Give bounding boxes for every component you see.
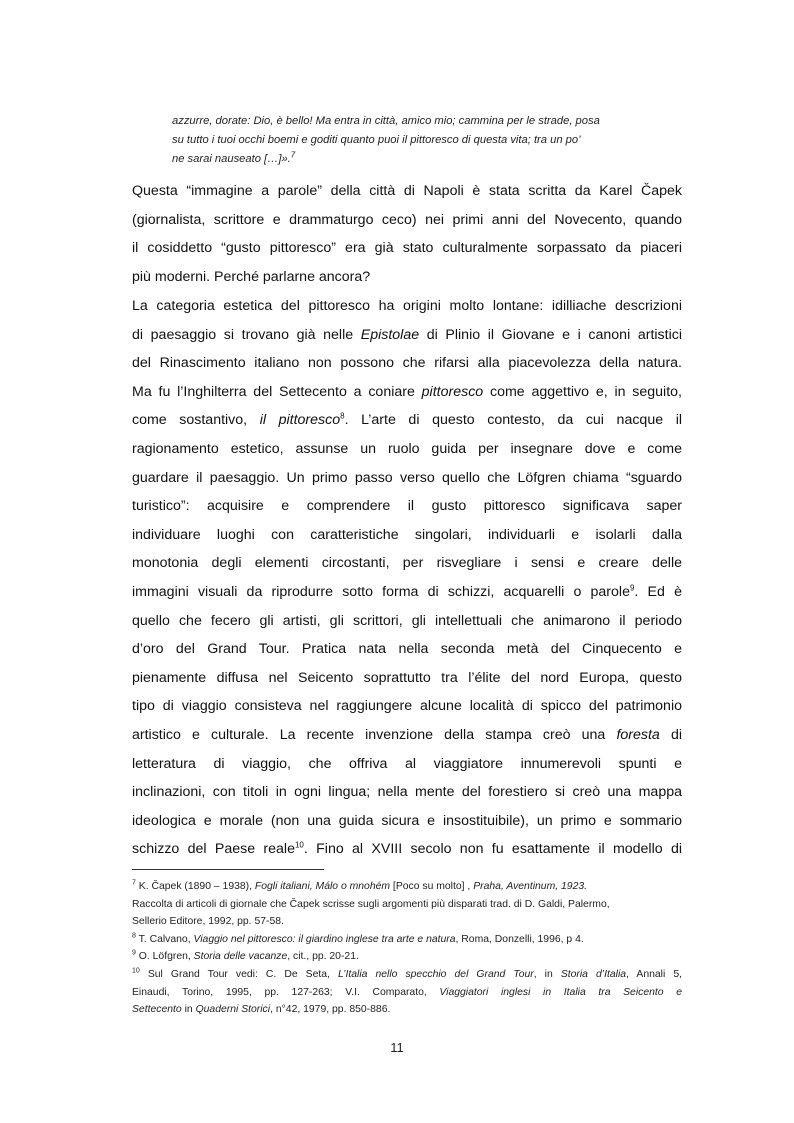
italic-term: pittoresco [421, 383, 484, 400]
text-line: quello che fecero gli artisti, gli scrittori, gli intellettuali che animarono il periodo [132, 612, 682, 629]
footnote-ref: 10 [294, 840, 304, 850]
text-line: immagini visuali da riprodurre sotto forma di schizzi, acquarelli o parole$^9$. Ed è [132, 583, 682, 600]
footnote-9: $^9$ O. Löfgren, Storia delle vacanze, cit., pp. 20-21. [132, 949, 359, 963]
block-quote [172, 112, 644, 169]
footnote-separator [132, 869, 324, 870]
footnote-number: 10 [132, 967, 140, 975]
text-line: di paesaggio si trovano già nelle Epistolae di Plinio il Giovane e i canoni artistici [132, 326, 682, 343]
page-number: 11 [390, 1040, 404, 1055]
text-line: schizzo del Paese reale$^{10}$. Fino al XVIII secolo non fu esattamente il modello di [132, 840, 682, 858]
text-line: più moderni. Perché parlarne ancora? [132, 268, 371, 285]
italic-term: il pittoresco [259, 412, 341, 429]
text-line: ideologica e morale (non una guida sicura e insostituibile), un primo e sommario [132, 812, 682, 829]
text-line: il cosiddetto “gusto pittoresco” era già stato culturalmente sorpassato da piaceri [132, 240, 682, 257]
text-line: turistico”: acquisire e comprendere il gusto pittoresco significava saper [132, 498, 682, 515]
text-line: del Rinascimento italiano non possono che rifarsi alla piacevolezza della natura. [132, 355, 682, 372]
footnote-7: $^7$ K. Čapek (1890 – 1938), Fogli italiani, Málo o mnohém [Poco su molto] , Praha, Aventinum, 1923. Raccolta di articoli di giornale che Čapek scrisse sugli argomenti più disparati trad. di D. Galdi, Palermo, Sellerio Editore, 1992, pp. 57-58. [132, 879, 610, 928]
text-line: La categoria estetica del pittoresco ha origini molto lontane: idilliache descrizioni [132, 298, 682, 314]
text-line: come sostantivo, il pittoresco$^8$. L’arte di questo contesto, da cui nacque il [132, 411, 682, 429]
footnote-ref: 9 [629, 583, 635, 593]
italic-term: Epistolae [360, 326, 420, 343]
paragraph-2 [132, 292, 682, 864]
text-line: letteratura di viaggio, che offriva al viaggiatore innumerevoli spunti e [132, 755, 682, 772]
footnote-number: 8 [132, 932, 136, 940]
text-line: (giornalista, scrittore e drammaturgo ceco) nei primi anni del Novecento, quando [132, 211, 682, 228]
text-line: inclinazioni, con titoli in ogni lingua; nella mente del forestiero si creò una mappa [132, 784, 682, 801]
footnote-10: $^{10}$ Sul Grand Tour vedi: C. De Seta, L’Italia nello specchio del Grand Tour, in Storia d’Italia, Annali 5, Einaudi, Torino, 1995, pp. 127-263; V.I. Comparato, Viaggiatori inglesi in Italia tra Seicento e Settecento in Quaderni Storici, n°42, 1979, pp. 850-886. [132, 967, 682, 1016]
footnote-ref: 8 [340, 411, 345, 421]
text-line: Ma fu l’Inghilterra del Settecento a coniare pittoresco come aggettivo e, in seguito, [132, 383, 682, 400]
quote-line: azzurre, dorate: Dio, è bello! Ma entra in città, amico mio; cammina per le strade, posa [172, 115, 600, 127]
quote-line: su tutto i tuoi occhi boemi e goditi quanto puoi il pittoresco di questa vita; tra un po’ [172, 134, 581, 146]
footnote-ref: 7 [290, 150, 296, 160]
text-line: guardare il paesaggio. Un primo passo verso quello che Löfgren chiama “sguardo [132, 469, 682, 486]
footnote-number: 9 [132, 949, 136, 957]
text-line: pienamente diffusa nel Seicento soprattutto tra l’élite del nord Europa, questo [132, 669, 682, 686]
text-line: tipo di viaggio consisteva nel raggiungere alcune località di spicco del patrimonio [132, 698, 682, 715]
text-line: artistico e culturale. La recente invenzione della stampa creò una foresta di [132, 726, 682, 743]
text-line: ragionamento estetico, assunse un ruolo guida per insegnare dove e come [132, 440, 682, 457]
quote-line: ne sarai nauseato […]».$^7$ [172, 150, 296, 165]
text-line: Questa “immagine a parole” della città di Napoli è stata scritta da Karel Čapek [132, 183, 682, 199]
footnotes [132, 878, 682, 1019]
footnote-8: $^8$ T. Calvano, Viaggio nel pittoresco: il giardino inglese tra arte e natura, Roma, Donzelli, 1996, p 4. [132, 932, 584, 945]
text-line: individuare luoghi con caratteristiche singolari, individuarli e isolarli dalla [132, 526, 682, 543]
footnote-number: 7 [132, 879, 136, 887]
paragraph-1 [132, 177, 682, 291]
italic-term: foresta [616, 726, 660, 743]
text-line: d’oro del Grand Tour. Pratica nata nella seconda metà del Cinquecento e [132, 641, 682, 658]
text-line: monotonia degli elementi circostanti, per risvegliare i sensi e creare delle [132, 555, 682, 572]
